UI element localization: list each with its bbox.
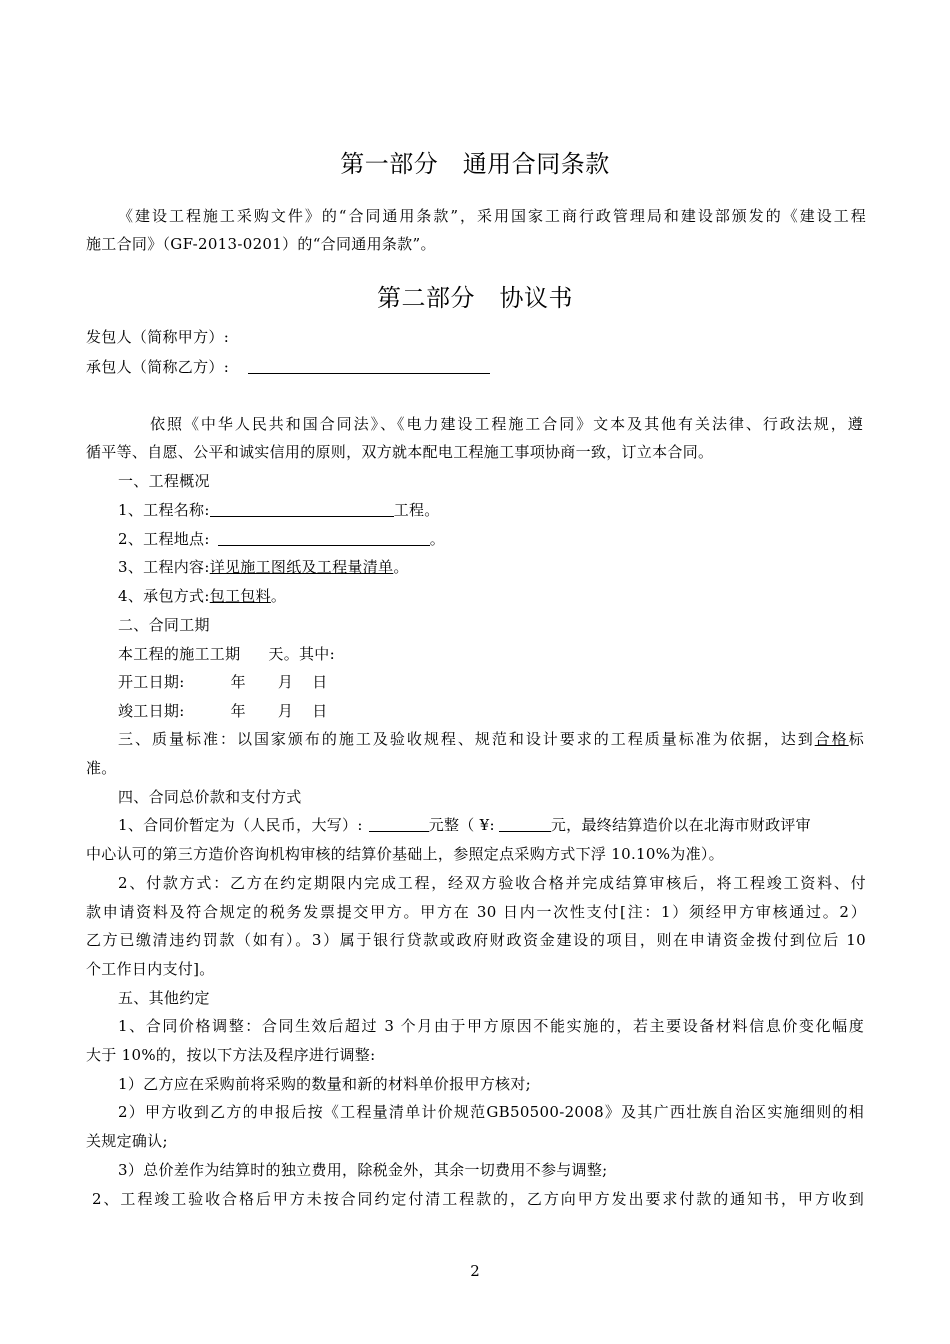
period-label: 本工程的施工工期	[118, 645, 241, 663]
project-content-label: 3、工程内容:	[118, 558, 210, 576]
end-date-label: 竣工日期:	[118, 702, 185, 720]
project-site-blank	[218, 529, 430, 546]
part2-title: 第二部分 协议书	[377, 284, 573, 312]
payment-line2: 款申请资料及符合规定的税务发票提交甲方。甲方在 30 日内一次性支付[注：1）须经甲方审核通过。2）	[86, 903, 866, 921]
payment-line3: 乙方已缴清违约罚款（如有）。3）属于银行贷款或政府财政资金建设的项目，则在申请资金拨付到位后 10	[86, 931, 866, 949]
adjust-item2-line1: 2）甲方收到乙方的申报后按《工程量清单计价规范GB50500-2008》及其广西壮族自治区实施细则的相	[118, 1103, 864, 1121]
part1-body-line2: 施工合同》（GF-2013-0201）的“合同通用条款”。	[86, 235, 436, 253]
part1-title: 第一部分 通用合同条款	[340, 150, 610, 178]
project-name-label: 1、工程名称:	[118, 501, 210, 519]
period-line	[118, 644, 898, 664]
price-words-blank	[369, 815, 429, 832]
price-line1: 1、合同价暂定为（人民币，大写）: 元整（ ¥: 元，最终结算造价以在北海市财政评审	[118, 816, 811, 834]
period-suffix: 天。其中:	[268, 645, 335, 663]
adjust-line2: 大于 10%的，按以下方法及程序进行调整:	[86, 1046, 376, 1064]
contract-mode-value: 包工包料	[209, 587, 271, 605]
adjust-item2-line2: 关规定确认;	[86, 1132, 168, 1150]
employer-label: 发包人（简称甲方）:	[86, 328, 230, 346]
adjust-line1: 1、合同价格调整：合同生效后超过 3 个月由于甲方原因不能实施的，若主要设备材料信息价变化幅度	[118, 1017, 864, 1035]
section4-heading: 四、合同总价款和支付方式	[118, 788, 302, 806]
project-content-value: 详见施工图纸及工程量清单	[209, 558, 394, 576]
contractor-blank	[248, 357, 490, 374]
contract-mode-line	[118, 586, 898, 606]
employer-line	[86, 327, 866, 347]
end-year: 年	[230, 702, 246, 720]
start-month: 月	[277, 673, 294, 691]
start-date-line	[118, 672, 898, 692]
project-site-line	[118, 529, 898, 549]
section1-heading: 一、工程概况	[118, 472, 210, 490]
price-line2: 中心认可的第三方造价咨询机构审核的结算价基础上，参照定点采购方式下浮 10.10%为准）。	[86, 845, 724, 863]
payment-line1: 2、付款方式：乙方在约定期限内完成工程，经双方验收合格并完成结算审核后，将工程竣工资料、付	[118, 874, 866, 892]
quality-line1: 三、质量标准：以国家颁布的施工及验收规程、规范和设计要求的工程质量标准为依据，达到合格标	[118, 730, 864, 748]
end-date-line	[118, 701, 898, 721]
start-year: 年	[230, 673, 246, 691]
project-name-suffix: 工程。	[393, 501, 440, 519]
contract-mode-label: 4、承包方式:	[118, 587, 210, 605]
price-number-blank	[499, 815, 551, 832]
contract-mode-suffix: 。	[270, 587, 287, 605]
intro-line1: 依照《中华人民共和国合同法》、《电力建设工程施工合同》文本及其他有关法律、行政法规，遵	[150, 415, 863, 433]
section2-heading: 二、合同工期	[118, 616, 210, 634]
contractor-label: 承包人（简称乙方）:	[86, 358, 230, 376]
end-day: 日	[312, 702, 328, 720]
completion-line1: 2、工程竣工验收合格后甲方未按合同约定付清工程款的，乙方向甲方发出要求付款的通知书，甲方收到	[92, 1190, 864, 1208]
page-number: 2	[470, 1262, 480, 1280]
adjust-item1: 1）乙方应在采购前将采购的数量和新的材料单价报甲方核对;	[118, 1075, 531, 1093]
start-day: 日	[312, 673, 328, 691]
start-date-label: 开工日期:	[118, 673, 185, 691]
project-content-line	[118, 557, 898, 577]
quality-line2: 准。	[86, 759, 117, 777]
section5-heading: 五、其他约定	[118, 989, 210, 1007]
project-content-suffix: 。	[393, 558, 409, 576]
project-site-label: 2、工程地点:	[118, 530, 210, 548]
quality-standard-value: 合格	[814, 730, 849, 748]
end-month: 月	[277, 702, 294, 720]
project-name-blank	[210, 500, 394, 517]
part1-body-line1: 《建设工程施工采购文件》的“合同通用条款”，采用国家工商行政管理局和建设部颁发的《建设工程	[118, 207, 866, 225]
project-name-line	[118, 500, 898, 520]
project-site-suffix: 。	[429, 530, 446, 548]
contractor-line	[86, 357, 866, 377]
payment-line4: 个工作日内支付]。	[86, 960, 215, 978]
intro-line2: 循平等、自愿、公平和诚实信用的原则，双方就本配电工程施工事项协商一致，订立本合同。	[86, 443, 714, 461]
adjust-item3: 3）总价差作为结算时的独立费用，除税金外，其余一切费用不参与调整;	[118, 1161, 608, 1179]
price-label: 1、合同价暂定为（人民币，大写）:	[118, 816, 363, 834]
